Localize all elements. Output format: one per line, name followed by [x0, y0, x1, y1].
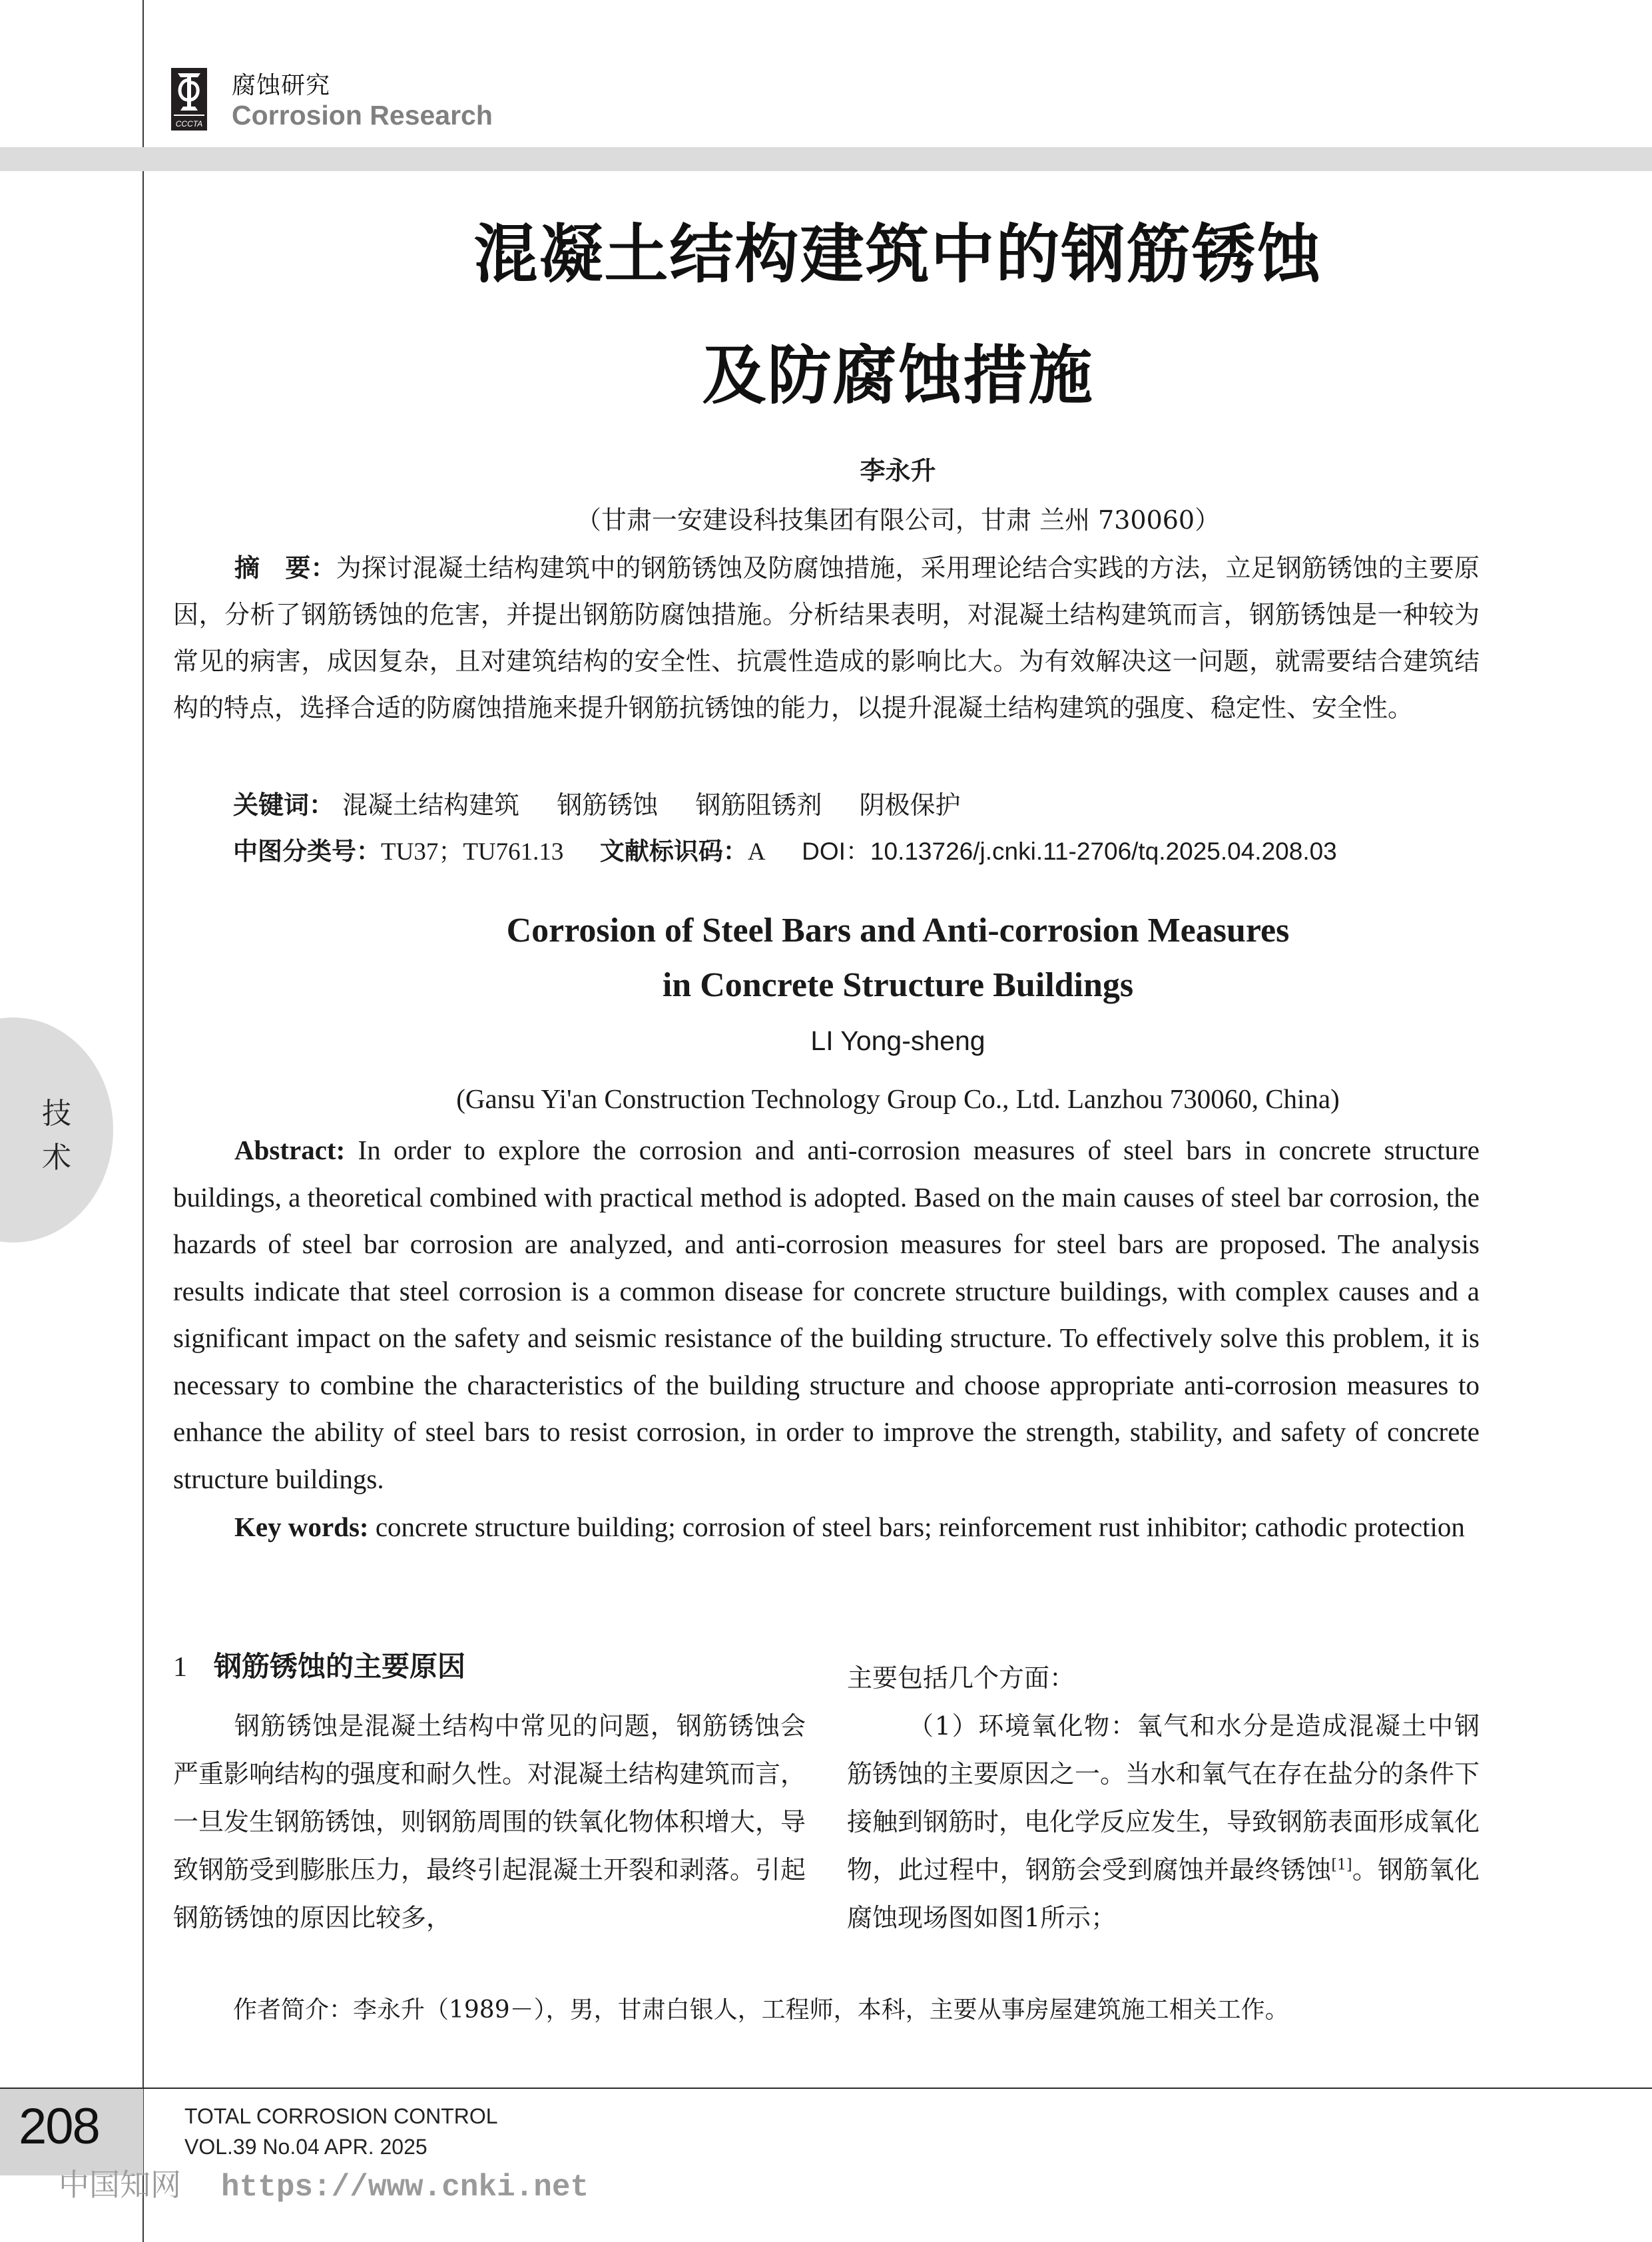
body-left-paragraph: 钢筋锈蚀是混凝土结构中常见的问题，钢筋锈蚀会严重影响结构的强度和耐久性。对混凝土结构建筑而言，一旦发生钢筋锈蚀，则钢筋周围的铁氧化物体积增大，导致钢筋受到膨胀压力，最终引起混凝土开裂和剥落。引起钢筋锈蚀的原因比较多， — [173, 1711, 806, 1932]
affiliation-en: (Gansu Yi'an Construction Technology Group Co., Ltd. Lanzhou 730060, China) — [456, 1083, 1340, 1114]
keywords-cn — [233, 784, 960, 821]
cnki-watermark-cn: 中国知网 — [59, 2167, 181, 2203]
keyword-item: 阴极保护 — [859, 790, 961, 820]
doc-code-label: 文献标识码： — [599, 837, 748, 866]
section-side-tab-label: 技 术 — [42, 1097, 71, 1175]
journal-name-cn: 腐蚀研究 — [232, 72, 331, 99]
keywords-cn-label: 关键词： — [233, 790, 335, 820]
doi-label: DOI： — [802, 838, 870, 865]
citation-ref[interactable]: [1] — [1331, 1856, 1352, 1874]
section-heading — [173, 1645, 465, 1685]
doi-value[interactable]: 10.13726/j.cnki.11-2706/tq.2025.04.208.03 — [870, 838, 1337, 865]
clc-value: TU37；TU761.13 — [381, 838, 564, 866]
abstract-en — [173, 1127, 1480, 1502]
journal-name-en: Corrosion Research — [232, 100, 493, 131]
section-number: 1 — [173, 1652, 187, 1683]
page-number: 208 — [19, 2098, 99, 2155]
keywords-en — [173, 1504, 1480, 1551]
abstract-en-label: Abstract: — [234, 1135, 346, 1165]
abstract-en-text: In order to explore the corrosion and anti-corrosion measures of steel bars in concrete structure buildings, a theoretical combined with practical method is adopted. Based on the main causes of steel bar corrosion, the hazards of steel bar corrosion are analyzed, and anti-corrosion measures for steel bars are proposed. The analysis results indicate that steel corrosion is a common disease for concrete structure buildings, with complex causes and a significant impact on the safety and seismic resistance of the building structure. To effectively solve this problem, it is necessary to combine the characteristics of the building structure and choose appropriate anti-corrosion measures to enhance the ability of steel bars to resist corrosion, in order to improve the strength, stability, and safety of concrete structure buildings. — [173, 1135, 1480, 1494]
author-cn: 李永升 — [860, 456, 936, 485]
cccta-logo — [171, 68, 207, 131]
footer-issue: VOL.39 No.04 APR. 2025 — [184, 2135, 427, 2159]
cccta-emblem-icon — [171, 68, 207, 131]
keyword-item: 钢筋阻锈剂 — [695, 790, 822, 820]
section-title: 钢筋锈蚀的主要原因 — [214, 1650, 466, 1683]
clc-label: 中图分类号： — [233, 837, 381, 866]
footer-journal-name: TOTAL CORROSION CONTROL — [184, 2104, 498, 2128]
doc-code-value: A — [747, 838, 766, 866]
footer-journal-info — [184, 2101, 498, 2162]
footer-rule — [0, 2088, 1652, 2089]
affiliation-cn: （甘肃一安建设科技集团有限公司，甘肃 兰州 730060） — [575, 505, 1221, 535]
body-right-column — [847, 1654, 1480, 1942]
body-right-continuation: 主要包括几个方面： — [847, 1663, 1075, 1693]
abstract-cn-text: 为探讨混凝土结构建筑中的钢筋锈蚀及防腐蚀措施，采用理论结合实践的方法，立足钢筋锈蚀的主要原因，分析了钢筋锈蚀的危害，并提出钢筋防腐蚀措施。分析结果表明，对混凝土结构建筑而言，钢筋锈蚀是一种较为常见的病害，成因复杂，且对建筑结构的安全性、抗震性造成的影响比大。为有效解决这一问题，就需要结合建筑结构的特点，选择合适的防腐蚀措施来提升钢筋抗锈蚀的能力，以提升混凝土结构建筑的强度、稳定性、安全性。 — [173, 553, 1480, 722]
body-right-item1: （1）环境氧化物：氧气和水分是造成混凝土中钢筋锈蚀的主要原因之一。当水和氧气在存在盐分的条件下接触到钢筋时，电化学反应发生，导致钢筋表面形成氧化物，此过程中，钢筋会受到腐蚀并最终锈蚀[1]。钢筋氧化腐蚀现场图如图1所示； — [847, 1711, 1480, 1932]
cnki-watermark-url[interactable]: https://www.cnki.net — [221, 2170, 589, 2205]
abstract-cn-label: 摘 要： — [234, 553, 336, 583]
classification-line — [233, 831, 1337, 867]
abstract-cn — [173, 545, 1480, 731]
title-en-line1: Corrosion of Steel Bars and Anti-corrosion Measures — [506, 912, 1290, 950]
keywords-en-text: concrete structure building; corrosion of steel bars; reinforcement rust inhibitor; cathodic protection — [368, 1512, 1465, 1542]
author-en: LI Yong-sheng — [810, 1025, 985, 1056]
keyword-item: 钢筋锈蚀 — [557, 790, 659, 820]
author-bio-footnote: 作者简介：李永升（1989－），男，甘肃白银人，工程师，本科，主要从事房屋建筑施工相关工作。 — [233, 1996, 1289, 2024]
title-cn-line2: 及防腐蚀措施 — [702, 338, 1094, 413]
cnki-watermark — [59, 2161, 589, 2205]
title-en-line2: in Concrete Structure Buildings — [662, 966, 1134, 1004]
header-band — [0, 147, 1652, 171]
title-cn-line1: 混凝土结构建筑中的钢筋锈蚀 — [473, 217, 1322, 292]
keyword-item: 混凝土结构建筑 — [342, 790, 520, 820]
keywords-en-label: Key words: — [234, 1512, 369, 1542]
svg-text:CCCTA: CCCTA — [175, 119, 203, 129]
